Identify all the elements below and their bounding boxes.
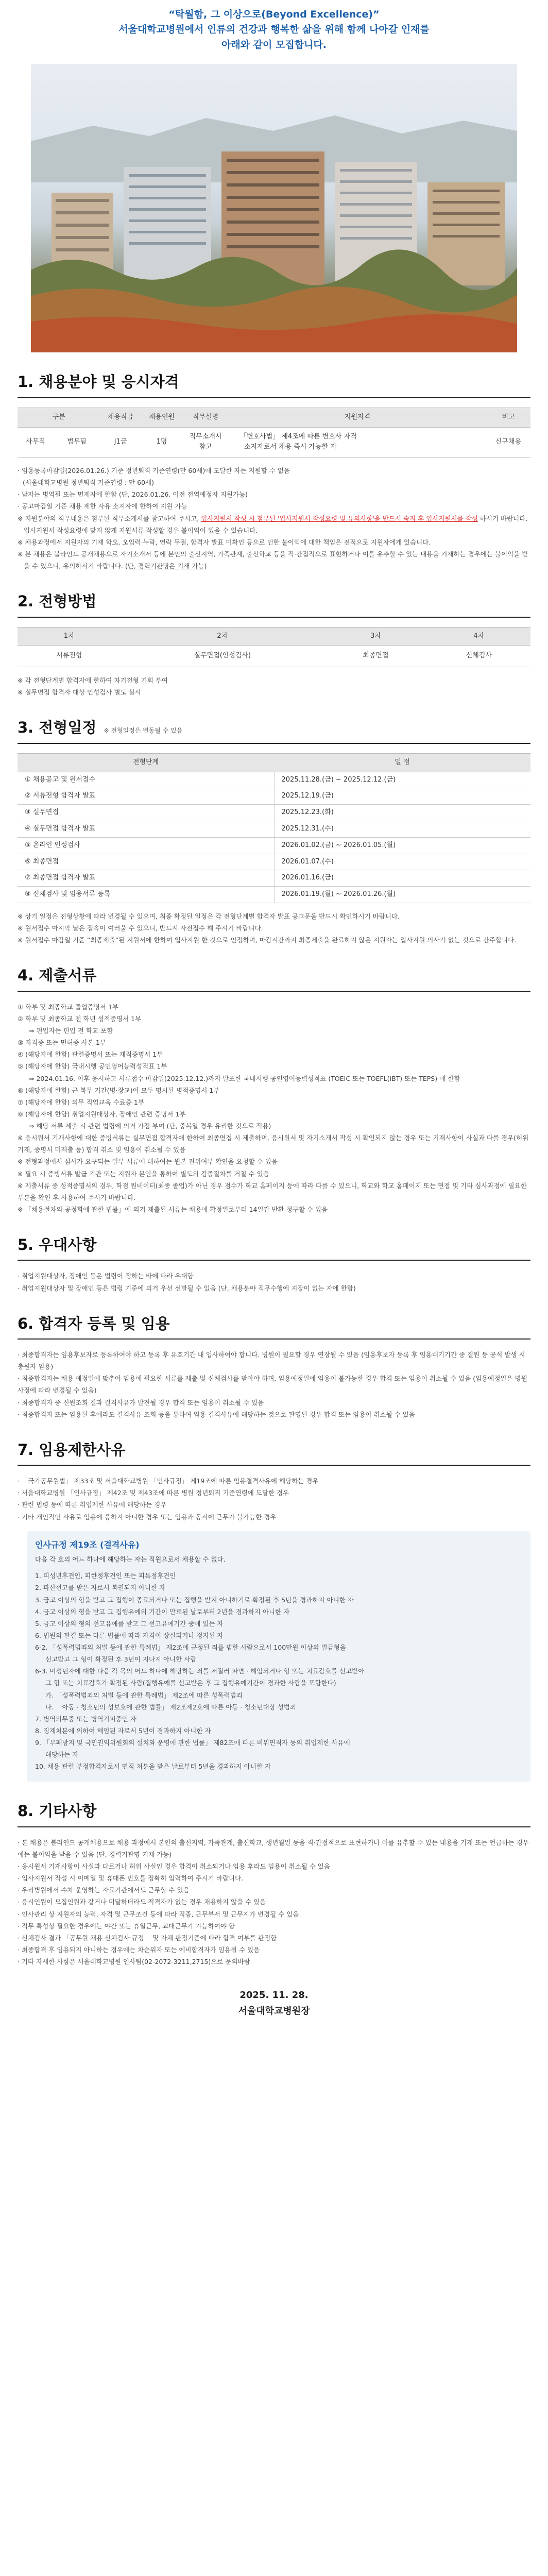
header-stage-2: 2차: [121, 627, 324, 646]
document-note: ※ 제출서류 중 성적증명서의 경우, 학점 원데이터(최종 졸업)가 아닌 경우 점수가 학교 홈페이지 등에 따라 다를 수 있으니, 학교와 학교 홈페이지 또는 면접 및 기타 심사과정에 필요한 부분을 확인 후 사용하여 주시기 바랍니다.: [18, 1181, 527, 1201]
stage-date: 2026.01.16.(금): [274, 870, 530, 887]
stage-name: ⑤ 온라인 인성검사: [18, 837, 274, 854]
table-row: [18, 887, 530, 903]
disqualification-item: 8. 징계처분에 의하여 해임된 자로서 5년이 경과하지 아니한 자: [35, 1726, 211, 1735]
section-title: 7. 임용제한사유: [18, 1440, 126, 1459]
table-header-row: [18, 627, 530, 646]
document-item: ⑤ (해당자에 한함) 국내시행 공인영어능력성적표 1부: [18, 1062, 167, 1071]
other-item: · 우리병원에서 수차 운영하는 자료기관에서도 근무할 수 있음: [18, 1886, 190, 1894]
header-slogan: “탁월함, 그 이상으로(Beyond Excellence)”: [168, 9, 380, 20]
disqualification-item: 9. 「부패방지 및 국민권익위원회의 설치와 운영에 관한 법률」 제82조에 따른 비위면직자 등의 취업제한 사유에: [35, 1739, 350, 1747]
stage-name: ⑧ 신체검사 및 임용서류 등록: [18, 887, 274, 903]
divider: [18, 1826, 530, 1827]
header-description: 직무설명: [182, 408, 229, 427]
cell-description: 직무소개서 참고: [182, 427, 229, 457]
document-item: ⑧ (해당자에 한함) 취업지원대상자, 장애인 관련 증명서 1부: [18, 1110, 186, 1118]
preference-list: [18, 1270, 530, 1294]
header-stage-1: 1차: [18, 627, 121, 646]
note-item: [18, 513, 530, 536]
box-lead: 다음 각 호의 어느 하나에 해당하는 자는 직원으로서 채용할 수 없다.: [35, 1555, 226, 1564]
note-text: ※ 지원분야의 직무내용은 첨부된 직무소개서를 참고하여 주시고,: [18, 514, 199, 522]
other-list: [18, 1837, 530, 1968]
document-item: ⑥ (해당자에 한함) 군 복무 기간(병·장교)이 모두 명시된 병적증명서 1부: [18, 1086, 220, 1094]
stage-3: 최종면접: [324, 646, 427, 667]
header-intro: 서울대학교병원에서 인류의 건강과 행복한 삶을 위해 함께 나아갈 인재를: [118, 24, 430, 36]
disqualification-item: 6-3. 미성년자에 대한 다음 각 목의 어느 하나에 해당하는 죄를 저질러 파면 · 해임되거나 형 또는 치료감호를 선고받아: [35, 1667, 365, 1675]
table-row: [18, 837, 530, 854]
stage-name: ② 서류전형 합격자 발표: [18, 788, 274, 805]
schedule-table: [18, 753, 530, 903]
note-item: ※ 채용과정에서 지원자의 기재 학오, 오입력·누락, 연락 두절, 합격자 발표 미확인 등으로 인한 불이익에 대한 책임은 전적으로 지원자에게 있습니다.: [18, 538, 431, 546]
preference-item: · 취업지원대상자 및 장애인 등은 법령 기준에 의거 우선 선발될 수 있음 (단, 채용분야 직무수행에 지장이 없는 자에 한함): [18, 1284, 356, 1292]
stage-name: ⑦ 최종면접 합격자 발표: [18, 870, 274, 887]
section-title: 4. 제출서류: [18, 967, 97, 985]
disqualification-item: 그 형 또는 치료감호가 확정된 사람(집행유예를 선고받은 후 그 집행유예기간이 경과한 사람을 포함한다): [45, 1679, 336, 1687]
other-item: · 응시원서 기재사항이 사실과 다르거나 허위 사실인 경우 합격이 취소되거나 임용 후라도 임용이 취소될 수 있음: [18, 1862, 330, 1871]
divider: [18, 1465, 530, 1466]
section-registration: [0, 1312, 548, 1420]
note-item: ※ 상기 일정은 전형상황에 따라 변경될 수 있으며, 최종 확정된 일정은 각 전형단계별 합격자 발표 공고문을 반드시 확인하시기 바랍니다.: [18, 912, 400, 921]
section-title: 1. 채용분야 및 응시자격: [18, 373, 179, 391]
document-note: ※ 응시원서 기재사항에 대한 증빙서류는 실무면접 합격자에 한하여 최종면접 시 제출하며, 응시원서 및 자기소개서 작성 시 확인되지 않는 경우 또는 기재사항이 사실과 다를 경우(허위기재, 증명서 미제출 등) 합격 취소 및 임용이 취소될 수 있음: [18, 1134, 529, 1154]
hospital-photo: [31, 64, 517, 352]
document-note: ※ 필요 시 증빙서류 발급 기관 또는 지원자 본인을 통하여 별도의 검증절차를 거칠 수 있음: [18, 1170, 269, 1178]
table-row: [18, 805, 530, 821]
header-date: 일 정: [274, 753, 530, 772]
section-preference: [0, 1233, 548, 1294]
divider: [18, 743, 530, 744]
cell-note: 신규채용: [486, 427, 530, 457]
header-note: 비고: [486, 408, 530, 427]
qualification-line: 소지자로서 채용 즉시 가능한 자: [244, 443, 337, 451]
document-item: ② 학부 및 최종학교 전 학년 성적증명서 1부: [18, 1014, 142, 1023]
table-row: [18, 821, 530, 838]
disqualification-item: 6-2. 「성폭력범죄의 처벌 등에 관한 특례법」 제2조에 규정된 죄를 범한 사람으로서 100만원 이상의 벌금형을: [35, 1643, 346, 1652]
notice-header: [0, 0, 548, 58]
note-item: (서울대학교병원 정년퇴직 기준연령 : 만 60세): [23, 479, 155, 487]
notes-list: [18, 910, 530, 946]
section-selection-method: [0, 589, 548, 698]
notice-footer: [0, 1988, 548, 2019]
issuing-organization: 서울대학교병원장: [238, 2005, 310, 2016]
section-title: [18, 716, 530, 739]
section-restrictions: [0, 1438, 548, 1782]
restriction-item: · 기타 개인적인 사유로 임용에 응하지 아니한 경우 또는 임용과 동시에 근무가 불가능한 경우: [18, 1513, 277, 1521]
divider: [18, 991, 530, 992]
header-count: 채용인원: [141, 408, 182, 427]
box-title: 인사규정 제19조 (결격사유): [35, 1539, 140, 1550]
other-item: · 응시인원이 모집인원과 같거나 미달하더라도 적격자가 없는 경우 채용하지 않을 수 있음: [18, 1898, 266, 1906]
table-header-row: [18, 408, 530, 427]
note-item: ※ 실무면접 합격자 대상 인성검사 별도 실시: [18, 688, 141, 697]
disqualification-item: 1. 피성년후견인, 피한정후견인 또는 피특정후견인: [35, 1572, 176, 1580]
note-item: ※ 원서접수 마감일 기준 “최종제출”된 지원서에 한하여 입사지원 한 것으로 인정하며, 마감시간까지 최종제출을 완료하지 않은 지원자는 입사지원 의사가 없는 것으로 간주합니다.: [18, 936, 517, 944]
note-text: ※ 본 채용은 블라인드 공개채용으로 자기소개서 등에 본인의 출신지역, 가족관계, 출신학교 등을 직·간접적으로 표현하거나 이를 유추할 수 있는 내용을 기재하는 경우에는 불이익을 받을 수 있으니, 유의하시기 바랍니다.: [18, 550, 528, 570]
document-subitem: ⇒ 편입자는 편입 전 학교 포함: [29, 1027, 113, 1035]
document-subitem: ⇒ 2024.01.16. 이후 응시하고 서류접수 마감일(2025.12.12.)까지 발표한 국내시행 공인영어능력성적표 (TOEIC 또는 TOEFL(iBT) 또는 TEPS) 에 한함: [29, 1074, 460, 1082]
other-item: · 직무 특성상 필요한 경우에는 야간 또는 휴일근무, 교대근무가 가능하여야 함: [18, 1922, 235, 1930]
table-row: [18, 646, 530, 667]
stage-date: 2026.01.19.(월) ~ 2026.01.26.(월): [274, 887, 530, 903]
document-subitem: ⇒ 해당 서류 제출 시 관련 법령에 의거 가점 부여 (단, 중복일 경우 유리한 것으로 적용): [29, 1122, 271, 1130]
section-title: 2. 전형방법: [18, 592, 97, 611]
stage-name: ④ 실무면접 합격자 발표: [18, 821, 274, 838]
table-row: [18, 854, 530, 870]
restriction-item: · 「국가공무원법」 제33조 및 서울대학교병원 「인사규정」 제19조에 따른 임용결격사유에 해당하는 경우: [18, 1477, 319, 1485]
qualification-line: 「변호사법」 제4조에 따른 변호사 자격: [240, 432, 357, 440]
recruitment-table: [18, 408, 530, 457]
stage-name: ③ 실무면접: [18, 805, 274, 821]
note-item: ※ 원서접수 마지막 날은 접속이 여러울 수 있으니, 반드시 사전접수 해 주시기 바랍니다.: [18, 924, 263, 933]
restriction-item: · 서울대학교병원 「인사규정」 제42조 및 제43조에 따른 병원 정년퇴직 기준연령에 도달한 경우: [18, 1489, 289, 1497]
cell-qualification: [229, 427, 486, 457]
section-subtitle: ※ 전형일정은 변동될 수 있음: [104, 727, 183, 735]
stage-name: ⑥ 최종면접: [18, 854, 274, 870]
header-stage: 전형단계: [18, 753, 274, 772]
section-other: [0, 1799, 548, 1968]
note-warning: 입사지원서 작성 시 첨부된 '입사지원서 작성요령 및 유의사항'을 반드시 숙지 후 입사지원서를 작성: [201, 514, 478, 522]
table-row: [18, 788, 530, 805]
note-item: ※ 각 전형단계별 합격자에 한하여 차기전형 기회 부여: [18, 676, 168, 685]
registration-item: · 최종합격자 중 신원조회 결과 결격사유가 발견될 경우 합격 또는 임용이 취소될 수 있음: [18, 1398, 264, 1406]
disqualification-item: 해당하는 자: [45, 1751, 79, 1759]
document-note: ※ 전형과정에서 심사가 요구되는 일부 서류에 대하여는 원본 진위여부 확인을 요청할 수 있음: [18, 1158, 278, 1166]
header-qualification: 지원자격: [229, 408, 486, 427]
note-text: (단, 경력기관명은 기재 가능): [125, 562, 207, 570]
disqualification-item: 4. 금고 이상의 형을 받고 그 집행유예의 기간이 만료된 날로부터 2년을 경과하지 아니한 자: [35, 1607, 290, 1616]
documents-list: [18, 1001, 530, 1215]
stage-date: 2025.12.19.(금): [274, 788, 530, 805]
note-item: · 남자는 병역필 또는 면제자에 한함 (단, 2026.01.26. 이전 전역예정자 지원가능): [18, 490, 248, 499]
other-item: · 본 채용은 블라인드 공개채용으로 채용 과정에서 본인의 출신지역, 가족관계, 출신학교, 생년월일 등을 직·간접적으로 표현하거나 이를 유추할 수 있는 내용을 기재 또는 언급하는 경우에는 불이익을 받을 수 있음 (단, 경력기관명 기재 가능): [18, 1838, 529, 1858]
header-category: 구분: [18, 408, 100, 427]
registration-list: [18, 1349, 530, 1420]
note-text: 하시기 바랍니다. 입사지원서 작성요령에 맞지 않게 지원서류 작성할 경우 불이익이 있을 수 있습니다.: [24, 514, 528, 534]
document-item: ① 학부 및 최종학교 졸업증명서 1부: [18, 1003, 119, 1011]
stage-date: 2026.01.07.(수): [274, 854, 530, 870]
disqualification-box: [27, 1531, 530, 1782]
divider: [18, 1338, 530, 1340]
stage-date: 2026.01.02.(금) ~ 2026.01.05.(월): [274, 837, 530, 854]
notes-list: [18, 465, 530, 572]
section-schedule: [0, 716, 548, 946]
stage-1: 서류전형: [18, 646, 121, 667]
header-grade: 채용직급: [100, 408, 141, 427]
stage-date: 2025.11.28.(금) ~ 2025.12.12.(금): [274, 772, 530, 788]
registration-item: · 최종합격자 또는 임용된 후에라도 결격사유 조회 등을 통하여 임용 결격사유에 해당하는 것으로 판명된 경우 합격 또는 임용이 취소될 수 있음: [18, 1410, 415, 1418]
disqualification-item: 3. 금고 이상의 형을 받고 그 집행이 종료되거나 또는 집행을 받지 아니하기로 확정된 후 5년을 경과하지 아니한 자: [35, 1596, 354, 1604]
section-title: 5. 우대사항: [18, 1236, 97, 1254]
section-title-text: 3. 전형일정: [18, 719, 97, 737]
disqualification-item: 5. 금고 이상의 형의 선고유예를 받고 그 선고유예기간 중에 있는 자: [35, 1619, 224, 1628]
document-note: ※ 「채용절차의 공정화에 관한 법률」에 의거 제출된 서류는 채용에 확정일로부터 14일간 반환 청구할 수 있음: [18, 1205, 328, 1213]
section-title: 8. 기타사항: [18, 1802, 97, 1820]
cell-field: 법무팀: [54, 427, 100, 457]
registration-item: · 최종합격자는 채용 예정일에 맞추어 임용에 필요한 서류를 제출 및 신체검사를 받아야 하며, 임용예정일에 임용이 불가능한 경우 합격 또는 임용이 취소될 수 있음 (임용예정일은 병원 사정에 따라 변경될 수 있음): [18, 1375, 527, 1395]
divider: [18, 397, 530, 398]
stage-2: 실무면접(인성검사): [121, 646, 324, 667]
disqualification-item: 10. 채용 관련 부정합격자로서 면직 처분을 받은 날로부터 5년을 경과하지 아니한 자: [35, 1762, 271, 1771]
document-item: ③ 자격증 또는 면허증 사본 1부: [18, 1039, 106, 1047]
section-recruitment-fields: [0, 370, 548, 572]
section-documents: [0, 963, 548, 1215]
other-item: · 입사지원서 작성 시 이메일 및 휴대폰 번호를 정확히 입력하여 주시기 바랍니다.: [18, 1874, 244, 1883]
table-header-row: [18, 753, 530, 772]
registration-item: · 최종합격자는 임용후보자로 등록하여야 하고 등록 후 유효기간 내 입사하여야 합니다. 병원이 필요할 경우 연장될 수 있음 (임용후보자 등록 후 임용대기기간 중 결원 등 공석 발생 시 충원자 임용): [18, 1351, 525, 1371]
notice-date: 2025. 11. 28.: [239, 1990, 309, 2001]
disqualification-item: 나. 「아동 · 청소년의 성보호에 관한 법률」 제2조제2호에 따른 아동 · 청소년대상 성범죄: [45, 1703, 296, 1711]
selection-table: [18, 627, 530, 668]
header-stage-3: 3차: [324, 627, 427, 646]
note-item: · 공고마감일 기준 채용 제한 사유 소지자에 한하여 지원 가능: [18, 502, 187, 511]
other-item: · 최종합격 후 임용되지 아니하는 경우에는 차순위자 또는 예비합격자가 임용될 수 있음: [18, 1945, 260, 1954]
other-item: · 기타 자세한 사항은 서울대학교병원 인사팀(02-2072-3211,2715)으로 문의바람: [18, 1958, 250, 1966]
other-item: · 인사관리 상 지원자의 능력, 자격 및 근무조건 등에 따라 직종, 근무부서 및 근무지가 변경될 수 있음: [18, 1910, 299, 1918]
stage-date: 2025.12.31.(수): [274, 821, 530, 838]
table-row: [18, 772, 530, 788]
table-row: [18, 870, 530, 887]
hospital-campus-illustration: [31, 64, 517, 352]
divider: [18, 617, 530, 618]
disqualification-item: 선고받고 그 형이 확정된 후 3년이 지나지 아니한 사람: [45, 1655, 197, 1664]
document-item: ④ (해당자에 한함) 관련증명서 또는 재직증명서 1부: [18, 1050, 163, 1059]
disqualification-item: 가. 「성폭력범죄의 처벌 등에 관한 특례법」 제2조에 따른 성폭력범죄: [45, 1691, 243, 1699]
stage-4: 신체검사: [427, 646, 530, 667]
document-item: ⑦ (해당자에 한함) 의무 직업교육 수료증 1부: [18, 1098, 144, 1106]
restriction-item: · 관련 법령 등에 따른 취업제한 사유에 해당하는 경우: [18, 1501, 167, 1509]
disqualification-item: 7. 병역의무중 또는 병역기피중인 자: [35, 1715, 136, 1723]
preference-item: · 취업지원대상자, 장애인 등은 법령이 정하는 바에 따라 우대함: [18, 1272, 194, 1280]
divider: [18, 1260, 530, 1261]
note-item: · 임용등록마감일(2026.01.26.) 기준 정년퇴직 기준연령(만 60세)에 도달한 자는 지원할 수 없음: [18, 467, 290, 475]
cell-type: 사무직: [18, 427, 54, 457]
section-title: 6. 합격자 등록 및 임용: [18, 1314, 170, 1332]
cell-count: 1명: [141, 427, 182, 457]
notes-list: [18, 674, 530, 698]
restriction-list: [18, 1475, 530, 1523]
disqualification-list: [35, 1570, 522, 1772]
header-intro-2: 아래와 같이 모집합니다.: [221, 39, 327, 50]
cell-grade: J1급: [100, 427, 141, 457]
stage-date: 2025.12.23.(화): [274, 805, 530, 821]
note-item: [18, 548, 530, 572]
header-stage-4: 4차: [427, 627, 530, 646]
table-row: [18, 427, 530, 457]
other-item: · 신체검사 결과 「공무원 채용 신체검사 규정」 및 자체 판정기준에 따라 합격 여부를 판정함: [18, 1934, 277, 1942]
stage-name: ① 채용공고 및 원서접수: [18, 772, 274, 788]
disqualification-item: 6. 법원의 판결 또는 다른 법률에 따라 자격이 상실되거나 정지된 자: [35, 1631, 224, 1639]
disqualification-item: 2. 파산선고를 받은 자로서 복권되지 아니한 자: [35, 1584, 166, 1592]
